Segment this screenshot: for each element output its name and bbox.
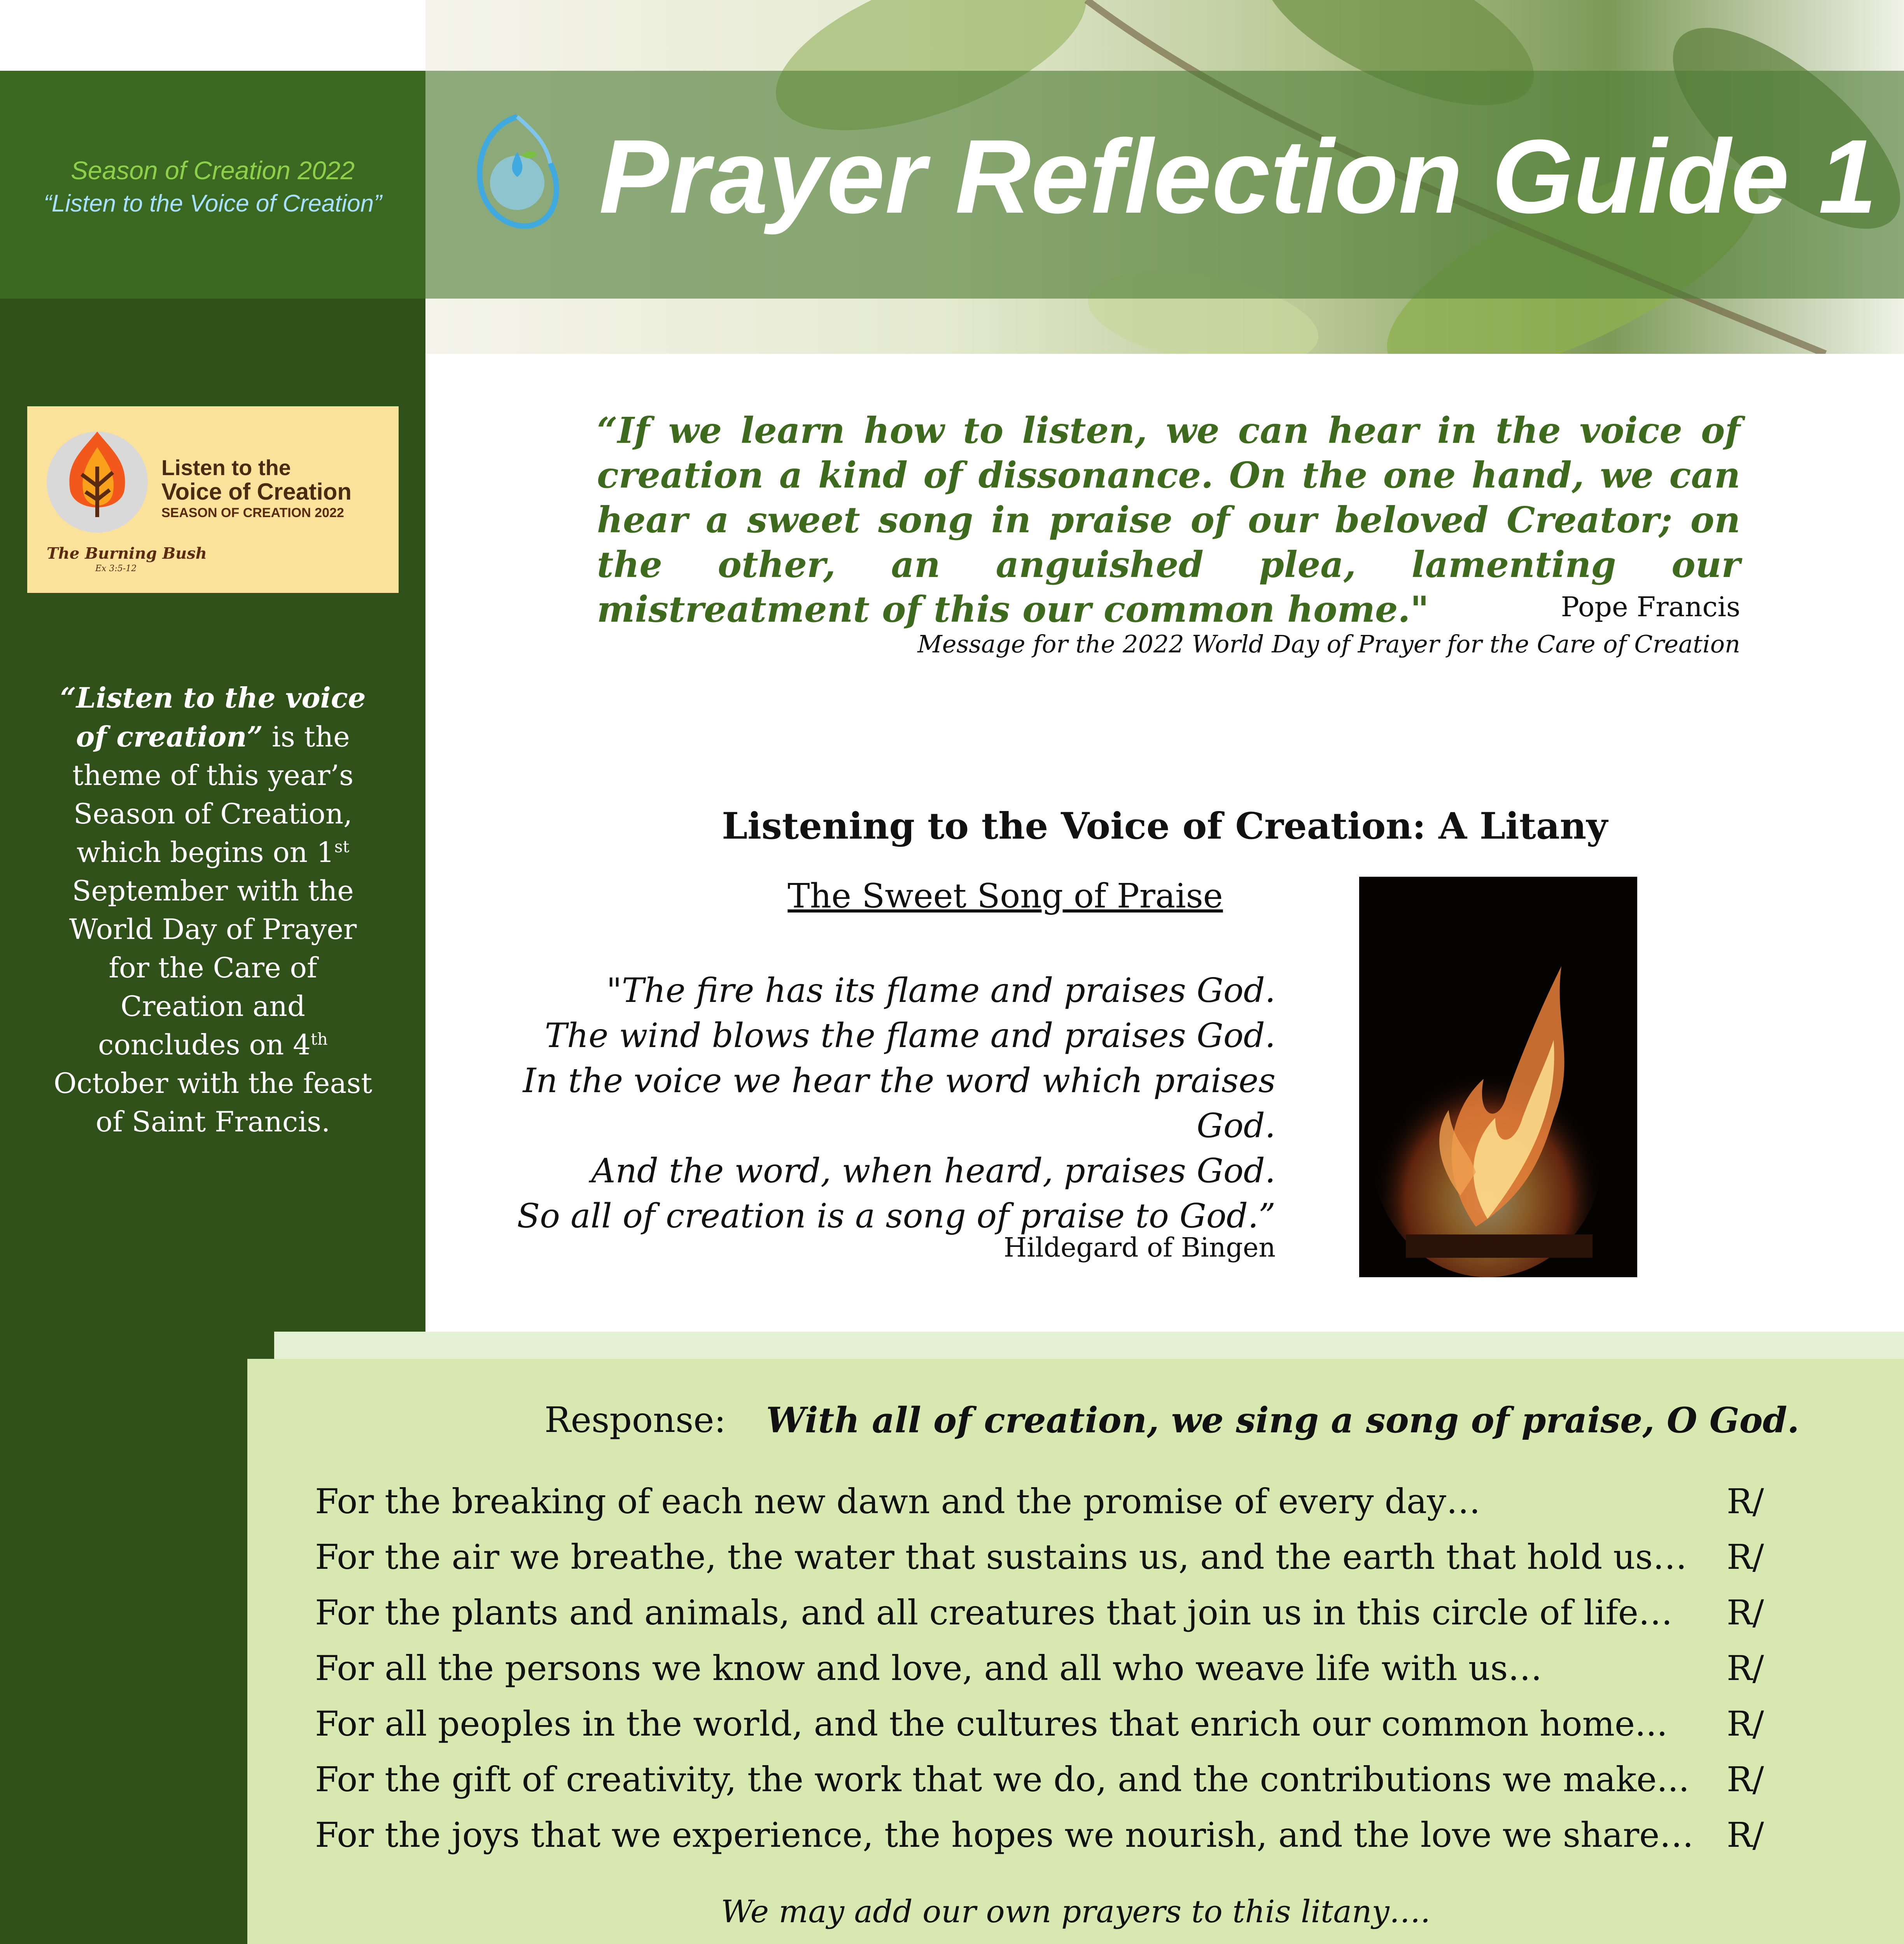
litany-line-text: For the air we breathe, the water that sustains us, and the earth that hold us… (315, 1537, 1687, 1577)
response-marker: R/ (1727, 1704, 1764, 1744)
flame-icon (1359, 877, 1637, 1277)
quote-source: Message for the 2022 World Day of Prayer for the Care of Creation (917, 630, 1740, 658)
intro-text-b: September with the World Day of Prayer for the Care of Creation and concludes on 4 (69, 874, 357, 1061)
logo-subtitle: SEASON OF CREATION 2022 (161, 505, 344, 520)
litany-line (315, 1759, 1773, 1806)
poem (467, 968, 1276, 1239)
burning-bush-icon (39, 420, 156, 537)
season-theme: “Listen to the Voice of Creation” (44, 190, 382, 217)
litany-line-text: For all the persons we know and love, and all who weave life with us… (315, 1648, 1542, 1688)
intro-sup-b: th (310, 1030, 328, 1049)
litany-line-text: For the joys that we experience, the hopes we nourish, and the love we share… (315, 1815, 1694, 1855)
response-box-shadow (274, 1332, 1904, 1359)
litany-line (315, 1593, 1773, 1639)
sidebar-top-band (0, 0, 425, 71)
season-of-creation-logo-icon (469, 109, 566, 237)
litany-title: Listening to the Voice of Creation: A Litany (722, 805, 1608, 848)
response-text: With all of creation, we sing a song of praise, O God. (766, 1400, 1799, 1441)
sidebar-intro (47, 678, 379, 1141)
litany-line-text: For the gift of creativity, the work that we do, and the contributions we make... (315, 1759, 1690, 1799)
response-marker: R/ (1727, 1537, 1764, 1577)
litany-subtitle: The Sweet Song of Praise (788, 877, 1223, 916)
logo-reference: Ex 3:5-12 (95, 564, 137, 573)
response-marker: R/ (1727, 1481, 1764, 1521)
pope-quote: “If we learn how to listen, we can hear in the voice of creation a kind of dissonance. On the one hand, we can hear a sweet song in praise of our beloved Creator; on the other, an anguished plea, lamenting our mistreatment of this our common home." (597, 409, 1740, 630)
logo-title-line2: Voice of Creation (161, 479, 352, 505)
logo-title-line1: Listen to the (161, 455, 291, 480)
poem-author: Hildegard of Bingen (1003, 1232, 1276, 1263)
poem-line: So all of creation is a song of praise to God.” (517, 1197, 1276, 1236)
litany-line (315, 1815, 1773, 1862)
quote-author: Pope Francis (1561, 591, 1740, 623)
poem-line: The wind blows the flame and praises God. (544, 1016, 1276, 1055)
page-title: Prayer Reflection Guide 1 (599, 118, 1877, 235)
litany-note: We may add our own prayers to this litany…. (721, 1893, 1431, 1930)
litany-line-text: For the breaking of each new dawn and the promise of every day… (315, 1481, 1480, 1521)
response-marker: R/ (1727, 1593, 1764, 1633)
litany-line (315, 1537, 1773, 1584)
response-marker: R/ (1727, 1815, 1764, 1855)
intro-text-c: October with the feast of Saint Francis. (53, 1067, 373, 1138)
response-marker: R/ (1727, 1759, 1764, 1799)
season-title: Season of Creation 2022 (70, 156, 355, 185)
logo-caption: The Burning Bush (47, 544, 207, 563)
litany-line (315, 1481, 1773, 1528)
fire-photo (1359, 877, 1637, 1277)
intro-text-a: is the theme of this year’s Season of Creation, which begins on 1 (72, 720, 354, 869)
litany-line (315, 1648, 1773, 1695)
poem-line: In the voice we hear the word which praises God. (523, 1061, 1276, 1145)
response-label: Response: (544, 1400, 726, 1441)
litany-line-text: For the plants and animals, and all creatures that join us in this circle of life… (315, 1593, 1673, 1633)
litany-line (315, 1704, 1773, 1750)
litany-line-text: For all peoples in the world, and the cultures that enrich our common home... (315, 1704, 1668, 1744)
response-marker: R/ (1727, 1648, 1764, 1688)
poem-line: "The fire has its flame and praises God. (606, 971, 1276, 1010)
intro-theme-quote: “Listen to the voice of creation” (60, 681, 366, 753)
poem-line: And the word, when heard, praises God. (591, 1152, 1276, 1191)
intro-sup-a: st (334, 837, 350, 856)
